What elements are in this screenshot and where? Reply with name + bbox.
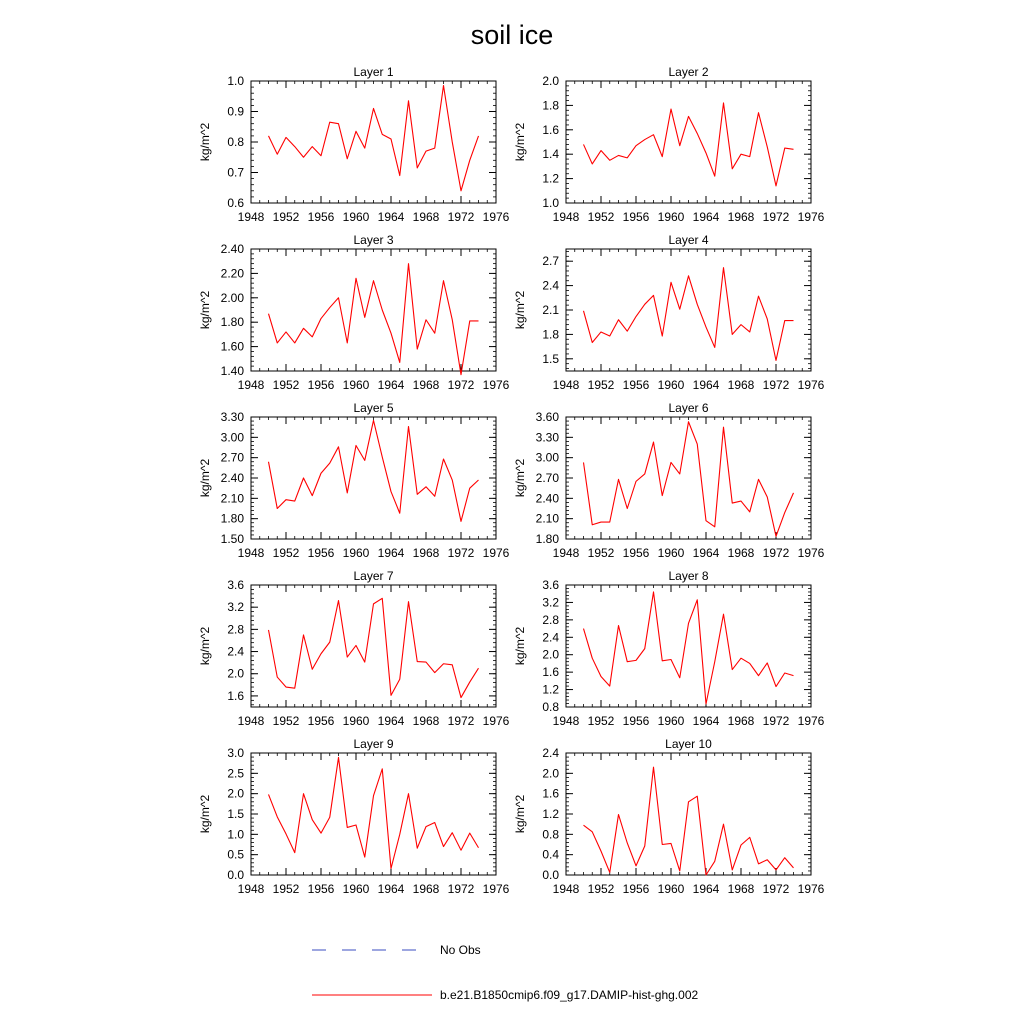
y-tick-label: 1.80 xyxy=(535,532,559,546)
y-tick-label: 1.8 xyxy=(542,327,559,342)
y-tick-label: 1.2 xyxy=(542,682,559,697)
y-tick-label: 2.70 xyxy=(220,450,244,465)
series-line xyxy=(269,420,479,521)
y-tick-label: 0.7 xyxy=(227,165,244,180)
x-tick-label: 1956 xyxy=(307,714,335,728)
x-tick-label: 1968 xyxy=(412,378,440,392)
x-tick-label: 1948 xyxy=(237,378,265,392)
y-tick-label: 0.8 xyxy=(227,135,244,149)
x-tick-label: 1952 xyxy=(587,378,615,392)
plot-frame xyxy=(566,585,811,707)
x-tick-label: 1968 xyxy=(412,546,440,560)
panel-title: Layer 6 xyxy=(668,401,709,415)
y-tick-label: 3.00 xyxy=(220,430,244,445)
panel-layer-2 xyxy=(513,65,825,224)
y-tick-label: 2.40 xyxy=(535,491,559,506)
legend-label-model: b.e21.B1850cmip6.f09_g17.DAMIP-hist-ghg.002 xyxy=(440,988,699,1002)
y-tick-label: 3.6 xyxy=(227,578,244,592)
y-tick-label: 2.1 xyxy=(542,303,559,317)
y-tick-label: 0.9 xyxy=(227,104,244,119)
panel-layer-6 xyxy=(513,401,825,560)
x-tick-label: 1960 xyxy=(342,714,370,728)
x-tick-label: 1960 xyxy=(342,210,370,224)
x-tick-label: 1956 xyxy=(307,546,335,560)
y-tick-label: 3.6 xyxy=(542,578,559,592)
panel-grid xyxy=(198,65,825,896)
y-tick-label: 3.2 xyxy=(227,600,244,615)
y-tick-label: 2.0 xyxy=(542,647,559,662)
y-tick-label: 2.00 xyxy=(220,290,244,305)
y-tick-label: 3.30 xyxy=(535,430,559,445)
y-tick-label: 2.0 xyxy=(542,766,559,781)
y-tick-label: 0.0 xyxy=(542,868,559,882)
x-tick-label: 1952 xyxy=(587,882,615,896)
x-tick-label: 1976 xyxy=(797,714,825,728)
x-tick-label: 1964 xyxy=(377,210,405,224)
x-tick-label: 1968 xyxy=(727,714,755,728)
x-tick-label: 1976 xyxy=(482,714,510,728)
y-tick-label: 2.8 xyxy=(227,622,244,637)
plot-frame xyxy=(566,81,811,203)
x-tick-label: 1976 xyxy=(482,210,510,224)
x-tick-label: 1964 xyxy=(377,378,405,392)
x-tick-label: 1960 xyxy=(342,378,370,392)
x-tick-label: 1956 xyxy=(622,714,650,728)
x-tick-label: 1948 xyxy=(237,546,265,560)
y-tick-label: 2.40 xyxy=(220,242,244,256)
x-tick-label: 1956 xyxy=(307,882,335,896)
x-tick-label: 1976 xyxy=(482,378,510,392)
y-tick-label: 2.5 xyxy=(227,766,244,781)
y-axis-label: kg/m^2 xyxy=(198,794,212,834)
y-tick-label: 2.0 xyxy=(542,74,559,88)
y-tick-label: 1.2 xyxy=(542,807,559,821)
y-tick-label: 2.8 xyxy=(542,612,559,627)
y-axis-label: kg/m^2 xyxy=(198,458,212,498)
y-axis-label: kg/m^2 xyxy=(513,290,527,330)
y-tick-label: 0.4 xyxy=(542,847,559,862)
x-tick-label: 1948 xyxy=(237,210,265,224)
y-tick-label: 2.10 xyxy=(535,511,559,526)
x-tick-label: 1976 xyxy=(797,210,825,224)
series-line xyxy=(584,767,794,875)
x-tick-label: 1960 xyxy=(657,378,685,392)
x-tick-label: 1948 xyxy=(552,378,580,392)
y-tick-label: 1.5 xyxy=(227,807,244,821)
x-tick-label: 1972 xyxy=(447,714,475,728)
series-line xyxy=(584,268,794,361)
x-tick-label: 1972 xyxy=(762,714,790,728)
x-tick-label: 1952 xyxy=(587,546,615,560)
x-tick-label: 1956 xyxy=(622,378,650,392)
x-tick-label: 1968 xyxy=(412,882,440,896)
y-tick-label: 2.10 xyxy=(220,491,244,506)
x-tick-label: 1976 xyxy=(482,882,510,896)
x-tick-label: 1964 xyxy=(692,714,720,728)
y-tick-label: 1.6 xyxy=(542,665,559,680)
x-tick-label: 1968 xyxy=(412,714,440,728)
x-tick-label: 1972 xyxy=(447,210,475,224)
x-tick-label: 1968 xyxy=(412,210,440,224)
x-tick-label: 1972 xyxy=(762,546,790,560)
x-tick-label: 1972 xyxy=(762,378,790,392)
y-tick-label: 2.0 xyxy=(227,786,244,801)
y-tick-label: 3.0 xyxy=(227,746,244,760)
panel-title: Layer 1 xyxy=(353,65,394,79)
y-tick-label: 3.60 xyxy=(535,410,559,424)
x-tick-label: 1976 xyxy=(797,882,825,896)
x-tick-label: 1960 xyxy=(657,882,685,896)
x-tick-label: 1956 xyxy=(622,210,650,224)
x-tick-label: 1952 xyxy=(272,546,300,560)
panel-title: Layer 3 xyxy=(353,233,394,247)
y-tick-label: 0.8 xyxy=(542,827,559,842)
series-line xyxy=(584,422,794,537)
x-tick-label: 1964 xyxy=(692,378,720,392)
x-tick-label: 1972 xyxy=(447,378,475,392)
x-tick-label: 1952 xyxy=(272,210,300,224)
panel-layer-4 xyxy=(513,233,825,392)
y-tick-label: 1.80 xyxy=(220,511,244,526)
x-tick-label: 1964 xyxy=(377,882,405,896)
y-tick-label: 2.70 xyxy=(535,471,559,485)
y-tick-label: 1.60 xyxy=(220,339,244,354)
y-tick-label: 2.40 xyxy=(220,471,244,485)
y-tick-label: 1.80 xyxy=(220,315,244,330)
y-tick-label: 1.0 xyxy=(227,827,244,842)
y-tick-label: 1.50 xyxy=(220,532,244,546)
legend-label-no-obs: No Obs xyxy=(440,943,481,957)
y-tick-label: 2.4 xyxy=(542,278,559,293)
y-axis-label: kg/m^2 xyxy=(198,122,212,162)
y-tick-label: 1.6 xyxy=(542,122,559,137)
y-tick-label: 0.8 xyxy=(542,700,559,714)
x-tick-label: 1972 xyxy=(762,882,790,896)
y-tick-label: 1.5 xyxy=(542,351,559,366)
x-tick-label: 1960 xyxy=(342,882,370,896)
panel-layer-1 xyxy=(198,65,510,224)
y-tick-label: 3.2 xyxy=(542,595,559,610)
panel-layer-3 xyxy=(198,233,510,392)
y-tick-label: 3.30 xyxy=(220,410,244,424)
x-tick-label: 1960 xyxy=(657,714,685,728)
x-tick-label: 1964 xyxy=(692,882,720,896)
x-tick-label: 1948 xyxy=(237,714,265,728)
panel-title: Layer 2 xyxy=(668,65,709,79)
series-line xyxy=(269,86,479,191)
series-line xyxy=(269,757,479,868)
x-tick-label: 1956 xyxy=(622,882,650,896)
plot-frame xyxy=(251,417,496,539)
series-line xyxy=(269,598,479,697)
y-axis-label: kg/m^2 xyxy=(513,122,527,162)
x-tick-label: 1968 xyxy=(727,546,755,560)
x-tick-label: 1976 xyxy=(482,546,510,560)
x-tick-label: 1972 xyxy=(447,882,475,896)
y-tick-label: 2.0 xyxy=(227,666,244,681)
x-tick-label: 1968 xyxy=(727,378,755,392)
plot-frame xyxy=(251,753,496,875)
y-tick-label: 0.6 xyxy=(227,196,244,210)
x-tick-label: 1948 xyxy=(552,546,580,560)
x-tick-label: 1972 xyxy=(447,546,475,560)
x-tick-label: 1956 xyxy=(622,546,650,560)
panel-title: Layer 10 xyxy=(665,737,712,751)
x-tick-label: 1964 xyxy=(377,546,405,560)
x-tick-label: 1968 xyxy=(727,210,755,224)
x-tick-label: 1972 xyxy=(762,210,790,224)
x-tick-label: 1948 xyxy=(552,714,580,728)
y-tick-label: 1.2 xyxy=(542,171,559,186)
y-tick-label: 1.40 xyxy=(220,364,244,378)
y-tick-label: 2.4 xyxy=(227,644,244,659)
panel-layer-5 xyxy=(198,401,510,560)
y-tick-label: 2.7 xyxy=(542,254,559,269)
y-tick-label: 1.8 xyxy=(542,98,559,113)
y-axis-label: kg/m^2 xyxy=(513,626,527,666)
plot-frame xyxy=(251,81,496,203)
y-tick-label: 1.4 xyxy=(542,147,559,162)
x-tick-label: 1960 xyxy=(657,210,685,224)
y-tick-label: 3.00 xyxy=(535,450,559,465)
y-tick-label: 1.0 xyxy=(542,196,559,210)
y-tick-label: 0.0 xyxy=(227,868,244,882)
x-tick-label: 1952 xyxy=(272,714,300,728)
x-tick-label: 1960 xyxy=(342,546,370,560)
panel-layer-10 xyxy=(513,737,825,896)
series-line xyxy=(584,103,794,186)
plot-frame xyxy=(566,417,811,539)
x-tick-label: 1948 xyxy=(552,210,580,224)
panel-title: Layer 7 xyxy=(353,569,394,583)
y-axis-label: kg/m^2 xyxy=(198,290,212,330)
figure-title: soil ice xyxy=(470,20,554,50)
panel-title: Layer 5 xyxy=(353,401,394,415)
x-tick-label: 1952 xyxy=(587,210,615,224)
y-axis-label: kg/m^2 xyxy=(198,626,212,666)
legend xyxy=(312,943,698,1002)
y-tick-label: 2.20 xyxy=(220,266,244,281)
x-tick-label: 1952 xyxy=(587,714,615,728)
x-tick-label: 1964 xyxy=(692,210,720,224)
x-tick-label: 1964 xyxy=(692,546,720,560)
y-axis-label: kg/m^2 xyxy=(513,458,527,498)
panel-layer-7 xyxy=(198,569,510,728)
y-tick-label: 2.4 xyxy=(542,746,559,760)
y-tick-label: 1.0 xyxy=(227,74,244,88)
panel-title: Layer 4 xyxy=(668,233,709,247)
y-tick-label: 0.5 xyxy=(227,847,244,862)
x-tick-label: 1952 xyxy=(272,882,300,896)
x-tick-label: 1956 xyxy=(307,210,335,224)
y-tick-label: 2.4 xyxy=(542,630,559,645)
x-tick-label: 1956 xyxy=(307,378,335,392)
x-tick-label: 1976 xyxy=(797,546,825,560)
panel-layer-8 xyxy=(513,569,825,728)
x-tick-label: 1960 xyxy=(657,546,685,560)
x-tick-label: 1964 xyxy=(377,714,405,728)
y-axis-label: kg/m^2 xyxy=(513,794,527,834)
panel-title: Layer 9 xyxy=(353,737,394,751)
x-tick-label: 1968 xyxy=(727,882,755,896)
x-tick-label: 1948 xyxy=(552,882,580,896)
x-tick-label: 1976 xyxy=(797,378,825,392)
y-tick-label: 1.6 xyxy=(542,786,559,801)
panel-layer-9 xyxy=(198,737,510,896)
series-line xyxy=(269,264,479,375)
plot-frame xyxy=(251,249,496,371)
series-line xyxy=(584,592,794,704)
x-tick-label: 1948 xyxy=(237,882,265,896)
x-tick-label: 1952 xyxy=(272,378,300,392)
y-tick-label: 1.6 xyxy=(227,688,244,703)
panel-title: Layer 8 xyxy=(668,569,709,583)
